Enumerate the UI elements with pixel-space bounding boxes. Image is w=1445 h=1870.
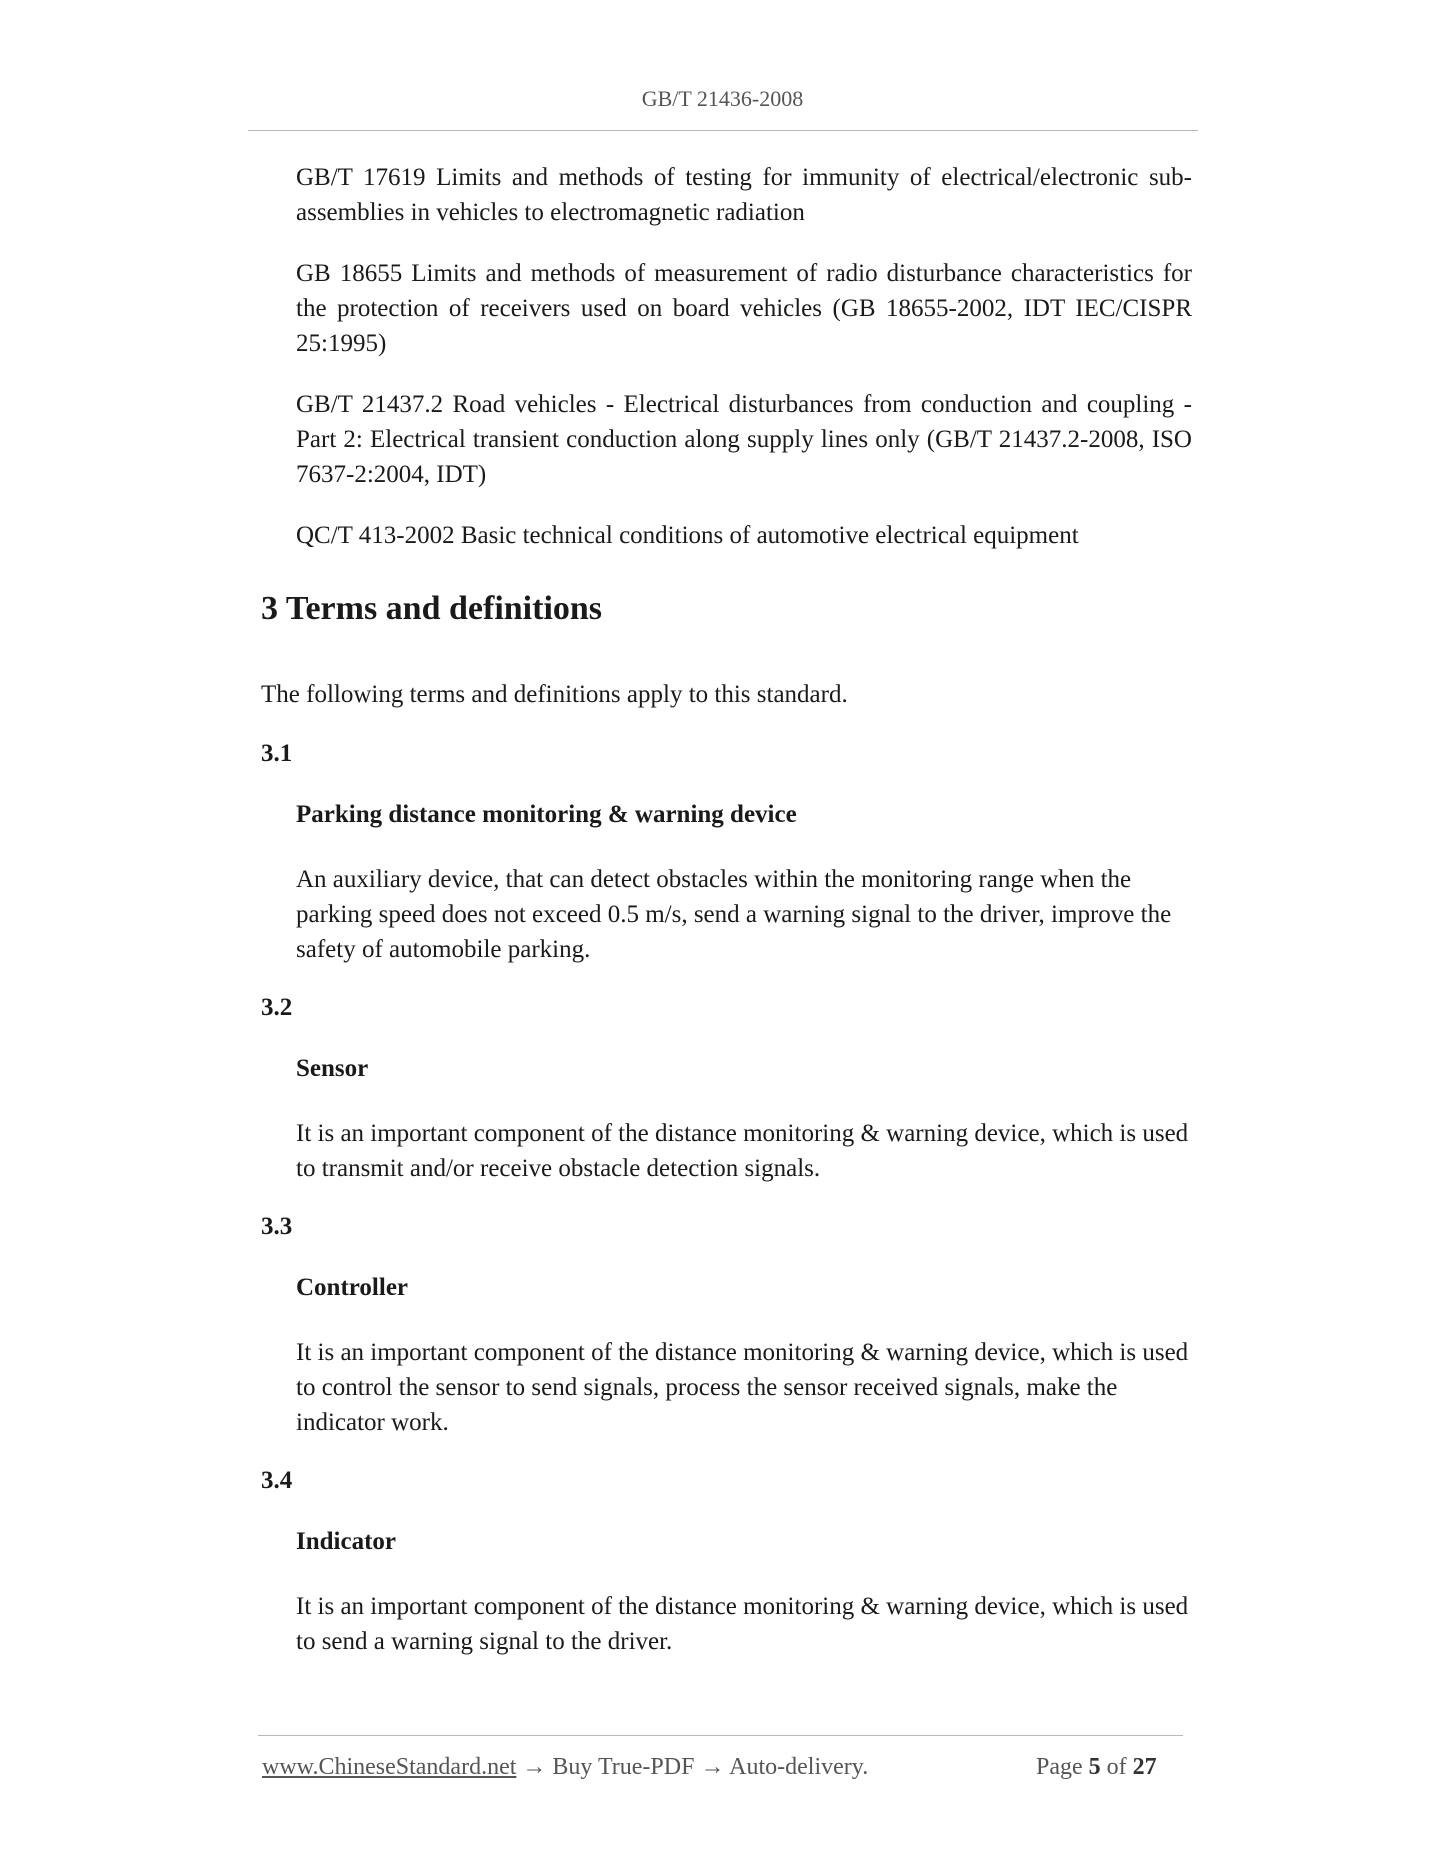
- term-definition: It is an important component of the distance monitoring & warning device, which is used to control the sensor to send signals, process the sensor received signals, make the indicator work.: [296, 1339, 1189, 1436]
- header-divider: [248, 130, 1198, 131]
- running-header: GB/T 21436-2008: [641, 86, 804, 111]
- total-pages: 27: [1132, 1754, 1157, 1780]
- footer-promo: [262, 1754, 868, 1781]
- of-label: of: [1106, 1754, 1127, 1780]
- reference-gb-18655: GB 18655 Limits and methods of measurement of radio disturbance characteristics for the protection of receivers used on board vehicles (GB 18655-2002, IDT IEC/CISPR 25:1995): [296, 260, 1192, 357]
- term-definition: An auxiliary device, that can detect obstacles within the monitoring range when the parking speed does not exceed 0.5 m/s, send a warning signal to the driver, improve the safety of automobile parking.: [296, 866, 1172, 963]
- term-title: Controller: [296, 1274, 409, 1301]
- term-definition: It is an important component of the distance monitoring & warning device, which is used to send a warning signal to the driver.: [296, 1593, 1189, 1655]
- page-label: Page: [1036, 1754, 1083, 1780]
- reference-gbt-17619: GB/T 17619 Limits and methods of testing for immunity of electrical/electronic sub-assemblies in vehicles to electromagnetic radiation: [296, 164, 1192, 226]
- reference-gbt-21437-2: GB/T 21437.2 Road vehicles - Electrical disturbances from conduction and coupling - Part 2: Electrical transient conduction along supply lines only (GB/T 21437.2-2008, ISO 7637-2:2004, IDT): [296, 391, 1192, 488]
- term-number: 3.1: [261, 740, 293, 767]
- footer-divider: [258, 1735, 1183, 1736]
- buy-true-pdf-text: Buy True-PDF: [552, 1754, 695, 1780]
- term-number: 3.3: [261, 1213, 293, 1240]
- section-intro: The following terms and definitions apply to this standard.: [261, 681, 848, 708]
- term-title: Indicator: [296, 1528, 396, 1555]
- page-number: 5: [1088, 1754, 1101, 1780]
- term-number: 3.4: [261, 1467, 293, 1494]
- arrow-right-icon: →: [522, 1754, 547, 1780]
- site-link[interactable]: www.ChineseStandard.net: [262, 1754, 517, 1780]
- term-definition: It is an important component of the distance monitoring & warning device, which is used to transmit and/or receive obstacle detection signals.: [296, 1120, 1189, 1182]
- term-title: Sensor: [296, 1055, 369, 1082]
- term-title: Parking distance monitoring & warning device: [296, 801, 797, 828]
- auto-delivery-text: Auto-delivery.: [729, 1754, 869, 1780]
- arrow-right-icon: →: [700, 1754, 725, 1780]
- reference-qct-413: QC/T 413-2002 Basic technical conditions of automotive electrical equipment: [296, 522, 1079, 549]
- page-indicator: [1036, 1754, 1157, 1781]
- section-heading: 3 Terms and definitions: [261, 590, 603, 627]
- term-number: 3.2: [261, 994, 293, 1021]
